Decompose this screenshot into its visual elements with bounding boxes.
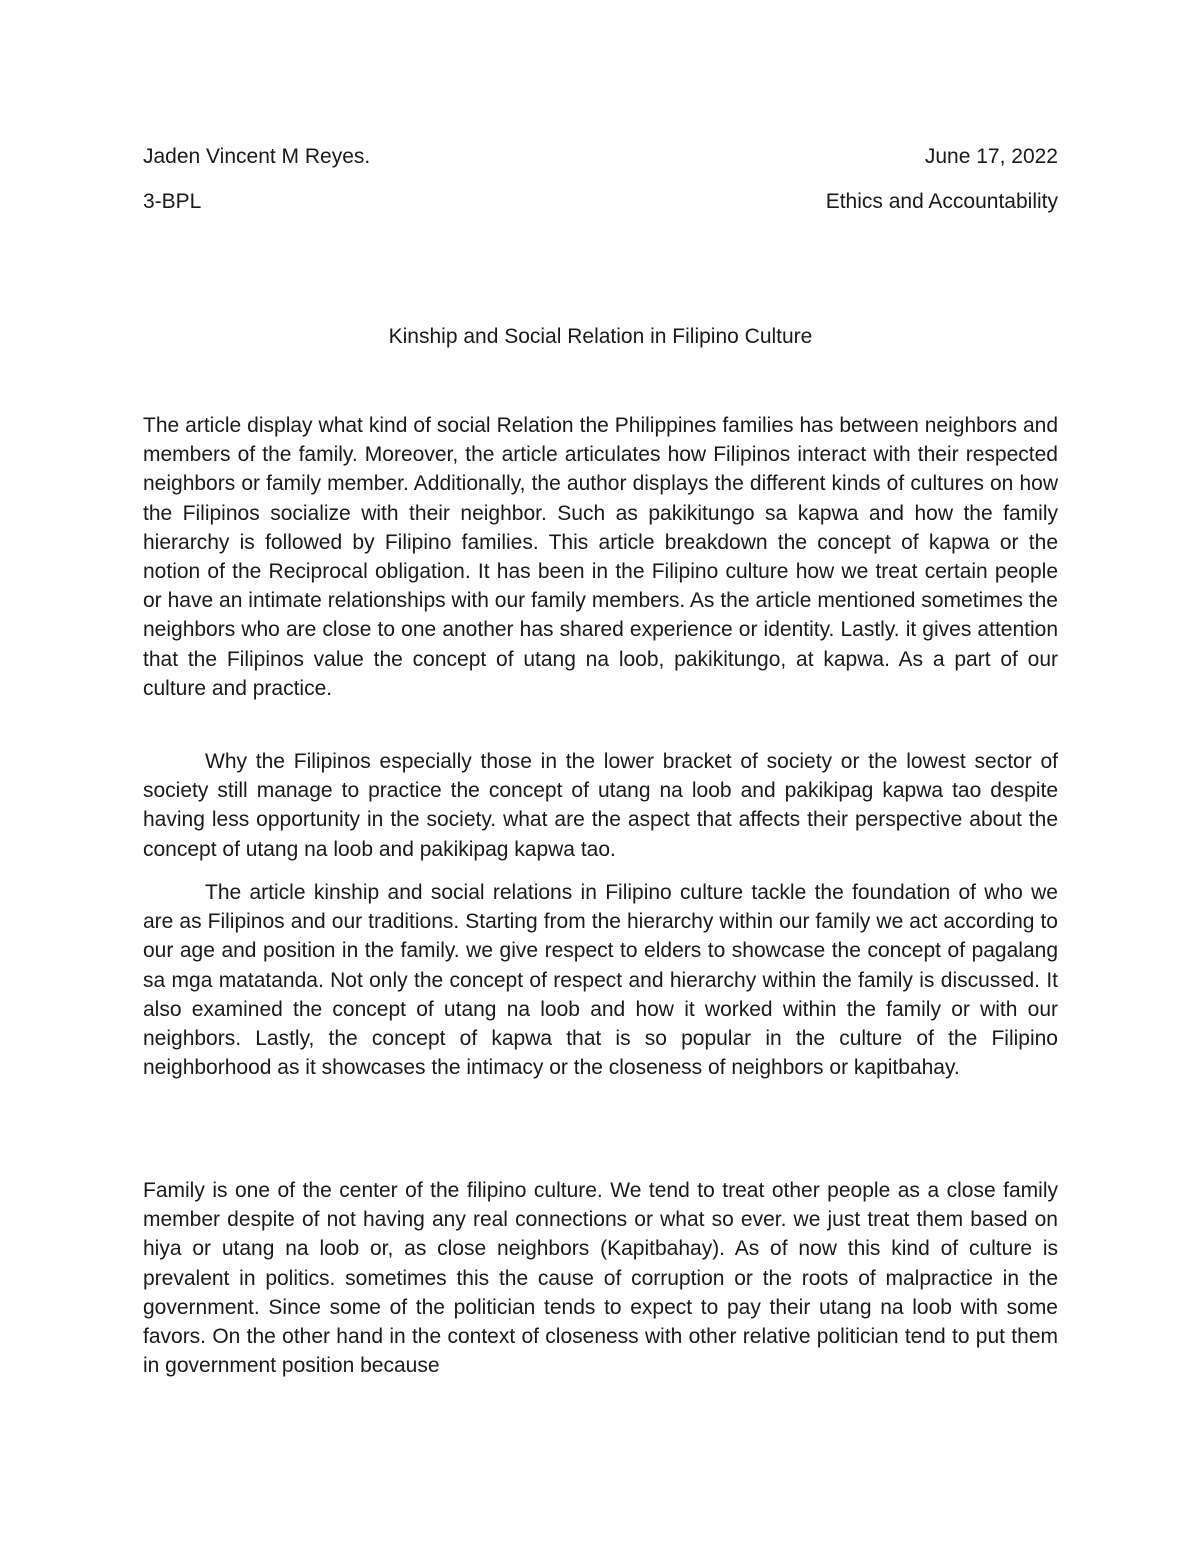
class-section: 3-BPL bbox=[143, 190, 202, 213]
paragraph-4: Family is one of the center of the filipino culture. We tend to treat other people as a close family member despite of not having any real connections or what so ever. we just treat them based on hiya or utang na loob or, as close neighbors (Kapitbahay). As of now this kind of culture is prevalent in politics. sometimes this the cause of corruption or the roots of malpractice in the government. Since some of the politician tends to expect to pay their utang na loob with some favors. On the other hand in the context of closeness with other relative politician tend to put them in government position because bbox=[143, 1179, 1058, 1378]
page-title: Kinship and Social Relation in Filipino Culture bbox=[388, 325, 813, 348]
paragraph-2: Why the Filipinos especially those in the lower bracket of society or the lowest sector of society still manage to practice the concept of utang na loob and pakikipag kapwa tao despite having less opportunity in the society. what are the aspect that affects their perspective about the concept of utang na loob and pakikipag kapwa tao. bbox=[143, 750, 1058, 861]
author-name: Jaden Vincent M Reyes. bbox=[143, 145, 371, 168]
paragraph-3: The article kinship and social relations in Filipino culture tackle the foundation of who we are as Filipinos and our traditions. Starting from the hierarchy within our family we act according to our age and position in the family. we give respect to elders to showcase the concept of pagalang sa mga matatanda. Not only the concept of respect and hierarchy within the family is discussed. It also examined the concept of utang na loob and how it worked within the family or with our neighbors. Lastly, the concept of kapwa that is so popular in the culture of the Filipino neighborhood as it showcases the intimacy or the closeness of neighbors or kapitbahay. bbox=[143, 881, 1058, 1080]
course-name: Ethics and Accountability bbox=[825, 190, 1058, 213]
header-row-2 bbox=[143, 187, 1058, 216]
document-date: June 17, 2022 bbox=[924, 145, 1058, 168]
header-row-1 bbox=[143, 142, 1058, 171]
paragraph-1: The article display what kind of social Relation the Philippines families has between neighbors and members of the family. Moreover, the article articulates how Filipinos interact with their respected neighbors or family member. Additionally, the author displays the different kinds of cultures on how the Filipinos socialize with their neighbor. Such as pakikitungo sa kapwa and how the family hierarchy is followed by Filipino families. This article breakdown the concept of kapwa or the notion of the Reciprocal obligation. It has been in the Filipino culture how we treat certain people or have an intimate relationships with our family members. As the article mentioned sometimes the neighbors who are close to one another has shared experience or identity. Lastly. it gives attention that the Filipinos value the concept of utang na loob, pakikitungo, at kapwa. As a part of our culture and practice. bbox=[143, 414, 1058, 700]
